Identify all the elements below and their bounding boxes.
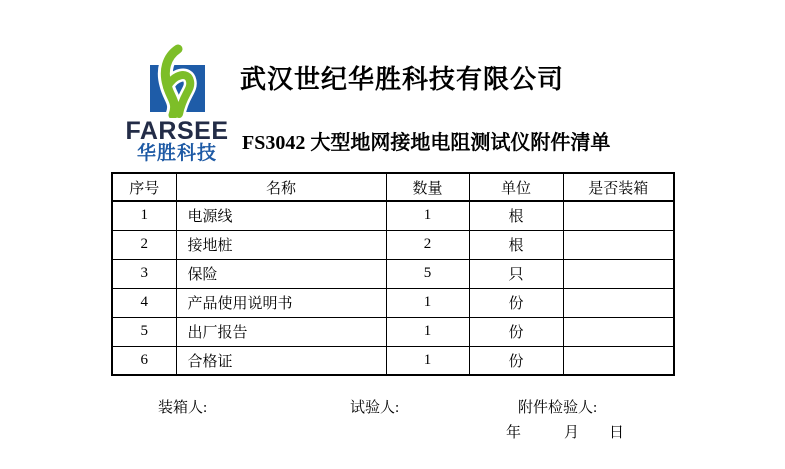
company-name: 武汉世纪华胜科技有限公司: [240, 65, 565, 94]
farsee-logo-icon: [120, 44, 234, 118]
col-header-no: 序号: [112, 173, 176, 201]
cell-no: 2: [112, 230, 176, 259]
cell-no: 1: [112, 201, 176, 230]
day-label: 日: [609, 425, 625, 441]
cell-unit: 份: [469, 288, 563, 317]
table-row: [112, 259, 674, 288]
cell-qty: 1: [386, 346, 469, 375]
cell-unit: 只: [469, 259, 563, 288]
month-label: 月: [564, 425, 580, 441]
cell-no: 5: [112, 317, 176, 346]
packer-label: 装箱人:: [158, 400, 208, 416]
col-header-qty: 数量: [386, 173, 469, 201]
cell-packed: [563, 259, 674, 288]
cell-name: 保险: [176, 259, 386, 288]
cell-no: 4: [112, 288, 176, 317]
tester-label: 试验人:: [350, 400, 400, 416]
cell-unit: 份: [469, 346, 563, 375]
cell-name: 产品使用说明书: [176, 288, 386, 317]
cell-name: 接地桩: [176, 230, 386, 259]
table-row: [112, 317, 674, 346]
cell-name: 合格证: [176, 346, 386, 375]
company-logo: [120, 44, 234, 164]
brand-name-en: FARSEE: [125, 117, 229, 145]
brand-name-cn: 华胜科技: [136, 143, 217, 164]
cell-name: 出厂报告: [176, 317, 386, 346]
cell-unit: 份: [469, 317, 563, 346]
cell-qty: 1: [386, 288, 469, 317]
inspector-label: 附件检验人:: [518, 400, 598, 416]
cell-name: 电源线: [176, 201, 386, 230]
cell-packed: [563, 230, 674, 259]
cell-no: 3: [112, 259, 176, 288]
year-label: 年: [506, 425, 522, 441]
cell-packed: [563, 317, 674, 346]
table-row: [112, 288, 674, 317]
table-header-row: [112, 173, 674, 201]
cell-qty: 2: [386, 230, 469, 259]
table-row: [112, 346, 674, 375]
cell-qty: 5: [386, 259, 469, 288]
cell-no: 6: [112, 346, 176, 375]
table-row: [112, 201, 674, 230]
col-header-name: 名称: [176, 173, 386, 201]
accessory-table: [111, 172, 675, 376]
cell-packed: [563, 288, 674, 317]
cell-packed: [563, 201, 674, 230]
col-header-unit: 单位: [469, 173, 563, 201]
table-row: [112, 230, 674, 259]
cell-qty: 1: [386, 201, 469, 230]
document-title: FS3042 大型地网接地电阻测试仪附件清单: [242, 132, 611, 154]
col-header-packed: 是否装箱: [563, 173, 674, 201]
cell-unit: 根: [469, 230, 563, 259]
cell-unit: 根: [469, 201, 563, 230]
cell-qty: 1: [386, 317, 469, 346]
cell-packed: [563, 346, 674, 375]
